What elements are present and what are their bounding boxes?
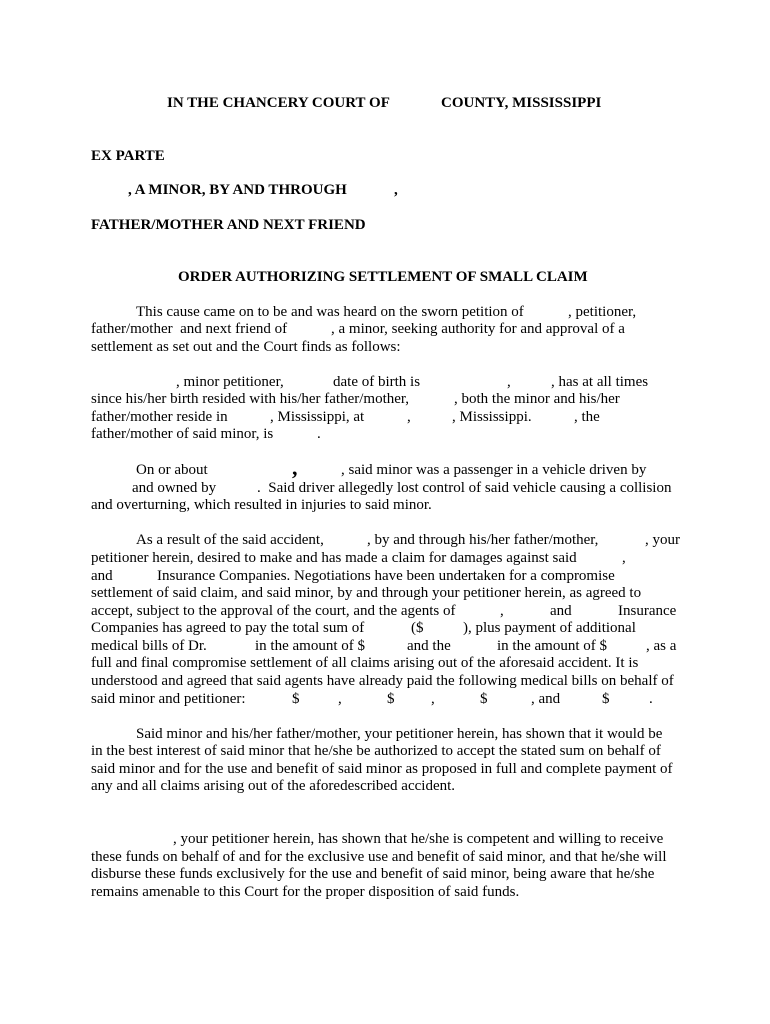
p1-line2a: father/mother and next friend of xyxy=(91,321,288,337)
p1-line1b: , petitioner, xyxy=(568,304,637,320)
p4-line9: understood and agreed that said agents have already paid the following medical bills on behalf of xyxy=(91,673,674,689)
p1-line1a: This cause came on to be and was heard on the sworn petition of xyxy=(136,304,524,320)
minor-caption: , A MINOR, BY AND THROUGH xyxy=(128,182,347,198)
p4-line10b: $ xyxy=(292,691,300,707)
p4-line6c: ), plus payment of additional xyxy=(463,620,636,636)
p4-line10f: $ xyxy=(480,691,488,707)
p4-line7b: in the amount of $ xyxy=(255,638,365,654)
p2-line1b: date of birth is xyxy=(333,374,421,390)
p2-line2a: since his/her birth resided with his/her father/mother, xyxy=(91,391,410,407)
p1-line2b: , a minor, seeking authority for and approval of a xyxy=(331,321,625,337)
p6-line1: , your petitioner herein, has shown that he/she is competent and willing to receive xyxy=(173,831,664,847)
p4-line8: full and final compromise settlement of all claims arising out of the aforesaid accident. It is xyxy=(91,655,639,671)
p4-line5a: accept, subject to the approval of the court, and the agents of xyxy=(91,603,456,619)
p4-line7d: in the amount of $ xyxy=(497,638,607,654)
p2-line4a: father/mother of said minor, is xyxy=(91,426,274,442)
p3-line1b: , xyxy=(292,455,298,480)
p2-line3d: , Mississippi. xyxy=(452,409,532,425)
p4-line7c: and the xyxy=(407,638,451,654)
p2-line1a: , minor petitioner, xyxy=(176,374,284,390)
p4-line10h: $ xyxy=(602,691,610,707)
p4-line2a: petitioner herein, desired to make and has made a claim for damages against said xyxy=(91,550,577,566)
p1-line3: settlement as set out and the Court finds as follows: xyxy=(91,339,401,355)
minor-caption-comma: , xyxy=(394,182,398,198)
p4-line5b: , xyxy=(500,603,504,619)
p2-line3a: father/mother reside in xyxy=(91,409,228,425)
p2-line1c: , xyxy=(507,374,511,390)
p4-line10d: $ xyxy=(387,691,395,707)
p4-line1a: As a result of the said accident, xyxy=(136,532,324,548)
p4-line3b: Insurance Companies. Negotiations have been undertaken for a compromise xyxy=(157,568,615,584)
p4-line6a: Companies has agreed to pay the total sum of xyxy=(91,620,365,636)
p2-line4b: . xyxy=(317,426,321,442)
p4-line4: settlement of said claim, and said minor, by and through your petitioner herein, as agreed to xyxy=(91,585,642,601)
p3-line2b: . Said driver allegedly lost control of said vehicle causing a collision xyxy=(257,480,672,496)
court-heading-left: IN THE CHANCERY COURT OF xyxy=(167,95,390,111)
p4-line10a: said minor and petitioner: xyxy=(91,691,246,707)
p4-line2b: , xyxy=(622,550,626,566)
p5-line3: said minor and for the use and benefit of said minor as proposed in full and complete payment of xyxy=(91,761,673,777)
p6-line3: disburse these funds exclusively for the use and benefit of said minor, being aware that he/she xyxy=(91,866,655,882)
p4-line10c: , xyxy=(338,691,342,707)
p2-line3c: , xyxy=(407,409,411,425)
p3-line1a: On or about xyxy=(136,462,208,478)
p2-line3e: , the xyxy=(574,409,600,425)
p4-line1b: , by and through his/her father/mother, xyxy=(367,532,599,548)
court-heading-right: COUNTY, MISSISSIPPI xyxy=(441,95,602,111)
p2-line2b: , both the minor and his/her xyxy=(454,391,620,407)
p5-line4: any and all claims arising out of the aforedescribed accident. xyxy=(91,778,456,794)
p5-line1: Said minor and his/her father/mother, your petitioner herein, has shown that it would be xyxy=(136,726,663,742)
p3-line1c: , said minor was a passenger in a vehicle driven by xyxy=(341,462,647,478)
p4-line10g: , and xyxy=(531,691,561,707)
p4-line1c: , your xyxy=(645,532,680,548)
p4-line7a: medical bills of Dr. xyxy=(91,638,207,654)
p3-line3: and overturning, which resulted in injuries to said minor. xyxy=(91,497,432,513)
next-friend-caption: FATHER/MOTHER AND NEXT FRIEND xyxy=(91,217,366,233)
p2-line3b: , Mississippi, at xyxy=(270,409,365,425)
p4-line6b: ($ xyxy=(411,620,424,636)
p6-line2: these funds on behalf of and for the exclusive use and benefit of said minor, and that he/she will xyxy=(91,849,667,865)
p3-line2a: and owned by xyxy=(132,480,217,496)
p4-line10i: . xyxy=(649,691,653,707)
p6-line4: remains amenable to this Court for the proper disposition of said funds. xyxy=(91,884,520,900)
p4-line5d: Insurance xyxy=(618,603,677,619)
p4-line10e: , xyxy=(431,691,435,707)
p4-line3a: and xyxy=(91,568,113,584)
ex-parte-heading: EX PARTE xyxy=(91,148,165,164)
order-title: ORDER AUTHORIZING SETTLEMENT OF SMALL CLAIM xyxy=(178,269,588,285)
p5-line2: in the best interest of said minor that he/she be authorized to accept the stated sum on behalf of xyxy=(91,743,661,759)
p4-line5c: and xyxy=(550,603,572,619)
p2-line1d: , has at all times xyxy=(551,374,649,390)
p4-line7e: , as a xyxy=(646,638,677,654)
